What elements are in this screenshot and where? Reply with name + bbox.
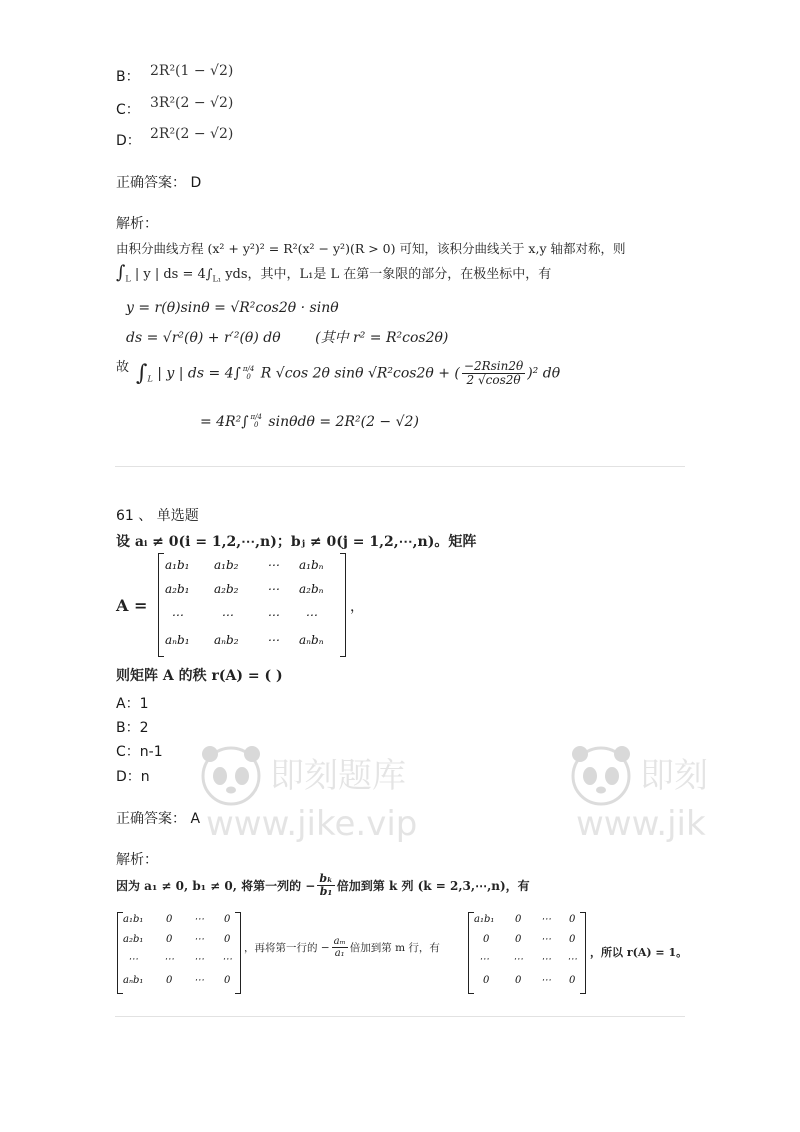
analysis-line-1: 由积分曲线方程 (x² + y²)² = R²(x² − y²)(R > 0) 可知，该积分曲线关于 x,y 轴都对称，则 — [116, 241, 626, 256]
option-d-label: D： — [116, 769, 141, 785]
matrix-cell: ⋯ — [194, 914, 204, 925]
matrix-cell: 0 — [224, 934, 231, 945]
matrix-step-2 — [468, 912, 586, 994]
integral-sign: ∫ — [116, 262, 126, 283]
matrix-cell: ⋯ — [267, 558, 279, 572]
matrix-cell: ⋯ — [479, 954, 489, 965]
matrix-cell: ⋯ — [128, 954, 138, 965]
option-c-formula: 3R²(2 − √2) — [150, 95, 234, 111]
matrix-cell: a₁b₁ — [165, 558, 190, 572]
correct-answer — [116, 808, 200, 828]
denominator: 2 √cos2θ — [466, 373, 521, 388]
analysis-label: 解析： — [116, 216, 158, 232]
numerator: −2Rsin2θ — [463, 359, 524, 373]
matrix-cell: ⋯ — [194, 934, 204, 945]
matrix-cell: ⋯ — [194, 975, 204, 986]
option-d-label: D： — [116, 133, 141, 149]
option-b[interactable] — [116, 717, 149, 737]
analysis-text: ，再将第一行的 − — [244, 942, 330, 954]
matrix-cell: 0 — [166, 934, 173, 945]
equation-2-note: (其中 r² = R²cos2θ) — [315, 330, 449, 346]
analysis-conclusion: ，所以 r(A) = 1。 — [590, 946, 688, 959]
fraction — [332, 936, 348, 959]
matrix-a — [158, 553, 346, 657]
matrix-cell: ⋯ — [305, 608, 317, 622]
equation-2 — [126, 327, 448, 347]
option-c-label: C： — [116, 744, 140, 760]
lower-limit: 0 — [254, 421, 259, 429]
matrix-cell: a₂b₁ — [123, 934, 144, 945]
analysis-middle-text — [244, 936, 440, 959]
option-d-formula: 2R²(2 − √2) — [150, 126, 234, 142]
integral-sub: L — [147, 374, 153, 384]
matrix-cell: 0 — [166, 975, 173, 986]
option-c-value: n-1 — [139, 744, 163, 760]
option-b-value: 2 — [139, 720, 149, 736]
option-b-formula: 2R²(1 − √2) — [150, 63, 234, 79]
matrix-cell: ⋯ — [267, 608, 279, 622]
numerator: bₖ — [319, 872, 333, 885]
equation-4-a: = 4R²∫ — [200, 414, 249, 430]
matrix-cell: 0 — [515, 914, 522, 925]
analysis-text: 倍加到第 k 列 (k = 2,3,⋯,n)，有 — [336, 879, 530, 894]
question-divider — [115, 466, 685, 467]
matrix-cell: aₙb₁ — [123, 975, 144, 986]
matrix-cell: ⋯ — [513, 954, 523, 965]
matrix-cell: ⋯ — [267, 633, 279, 647]
option-a-label: A： — [116, 696, 140, 712]
question-stem-1: 设 aᵢ ≠ 0(i = 1,2,⋯,n)；bⱼ ≠ 0(j = 1,2,⋯,n)。矩阵 — [116, 534, 477, 550]
analysis-text: 倍加到第 m 行，有 — [349, 942, 440, 954]
matrix-cell: 0 — [515, 934, 522, 945]
matrix-cell: ⋯ — [541, 934, 551, 945]
watermark-right — [566, 740, 800, 850]
option-a-value: 1 — [139, 696, 149, 712]
option-d-value: n — [140, 769, 150, 785]
matrix-step-1 — [117, 912, 241, 994]
matrix-cell: ⋯ — [171, 608, 183, 622]
matrix-cell: aₙbₙ — [299, 633, 324, 647]
equation-3-prefix: 故 — [116, 360, 130, 375]
equation-1: y = r(θ)sinθ = √R²cos2θ · sinθ — [126, 300, 339, 316]
integral-limits — [251, 414, 262, 429]
matrix-cell: a₁b₂ — [214, 558, 239, 572]
analysis-text: 因为 a₁ ≠ 0, b₁ ≠ 0, 将第一列的 − — [116, 879, 316, 894]
correct-answer-label: 正确答案： — [116, 811, 186, 827]
matrix-cell: ⋯ — [164, 954, 174, 965]
equation-4 — [200, 414, 419, 430]
question-header: 61 、 单选题 — [116, 508, 199, 524]
upper-limit: π/4 — [242, 365, 255, 373]
question-divider — [115, 1016, 685, 1017]
option-c[interactable] — [116, 741, 163, 761]
matrix-cell: a₂b₁ — [165, 582, 190, 596]
analysis-text: | y | ds = 4∫ — [134, 267, 213, 282]
integral-limits — [243, 366, 254, 381]
correct-answer-label: 正确答案： — [116, 175, 186, 191]
analysis-text: yds，其中，L₁是 L 在第一象限的部分，在极坐标中，有 — [221, 267, 552, 282]
watermark-brand-partial: 即刻 — [640, 756, 708, 796]
equation-3 — [136, 360, 560, 400]
option-a[interactable] — [116, 693, 149, 713]
upper-limit: π/4 — [250, 413, 262, 422]
equation-4-b: sinθdθ = 2R²(2 − √2) — [268, 414, 419, 430]
option-d[interactable] — [116, 766, 150, 786]
equation-3-b: R √cos 2θ sinθ √R²cos2θ + ( — [260, 365, 460, 382]
matrix-cell: ⋯ — [221, 608, 233, 622]
matrix-cell: aₙb₁ — [165, 633, 190, 647]
denominator: b₁ — [319, 885, 333, 899]
integral-sub: L — [125, 274, 131, 284]
matrix-cell: 0 — [166, 914, 173, 925]
matrix-comma: ， — [350, 599, 364, 615]
watermark-url: www.jike.vip — [206, 804, 418, 844]
panda-logo-icon — [196, 740, 266, 812]
matrix-cell: ⋯ — [541, 914, 551, 925]
equation-2-main: ds = √r²(θ) + r′²(θ) dθ — [126, 330, 281, 346]
matrix-cell: a₁b₁ — [123, 914, 144, 925]
watermark-url-partial: www.jik — [576, 804, 706, 844]
matrix-cell: ⋯ — [194, 954, 204, 965]
correct-answer-value: A — [190, 811, 201, 827]
matrix-cell: 0 — [515, 975, 522, 986]
correct-answer — [116, 172, 201, 192]
question-stem-2: 则矩阵 A 的秩 r(A) = ( ) — [116, 668, 283, 684]
option-c-label: C： — [116, 102, 140, 118]
matrix-cell: aₙb₂ — [214, 633, 239, 647]
option-b-label: B： — [116, 69, 140, 85]
matrix-cell: 0 — [483, 975, 490, 986]
watermark-left — [196, 740, 426, 850]
matrix-cell: a₂b₂ — [214, 582, 239, 596]
matrix-label: A = — [116, 596, 148, 615]
matrix-cell: ⋯ — [567, 954, 577, 965]
matrix-cell: ⋯ — [541, 954, 551, 965]
watermark-brand: 即刻题库 — [270, 756, 406, 796]
integral-sign: ∫ — [136, 361, 148, 387]
correct-answer-value: D — [190, 175, 202, 191]
option-b-label: B： — [116, 720, 140, 736]
analysis-label: 解析： — [116, 852, 158, 868]
matrix-cell: a₁bₙ — [299, 558, 324, 572]
fraction — [317, 873, 334, 898]
matrix-cell: ⋯ — [267, 582, 279, 596]
lower-limit: 0 — [246, 372, 251, 381]
matrix-cell: 0 — [569, 934, 576, 945]
panda-logo-icon — [566, 740, 636, 812]
matrix-cell: 0 — [224, 975, 231, 986]
matrix-cell: ⋯ — [222, 954, 232, 965]
integral-sub: L₁ — [212, 274, 222, 284]
matrix-cell: a₁b₁ — [474, 914, 495, 925]
denominator: a₁ — [334, 948, 345, 959]
equation-3-c: )² dθ — [527, 365, 561, 382]
numerator: aₘ — [333, 936, 346, 947]
matrix-cell: 0 — [569, 975, 576, 986]
matrix-cell: 0 — [224, 914, 231, 925]
equation-3-a: | y | ds = 4∫ — [157, 365, 241, 382]
fraction — [462, 360, 525, 387]
analysis-line-2 — [116, 262, 551, 284]
analysis-line-1 — [116, 873, 530, 898]
matrix-cell: 0 — [483, 934, 490, 945]
matrix-cell: a₂bₙ — [299, 582, 324, 596]
matrix-cell: ⋯ — [541, 975, 551, 986]
matrix-cell: 0 — [569, 914, 576, 925]
